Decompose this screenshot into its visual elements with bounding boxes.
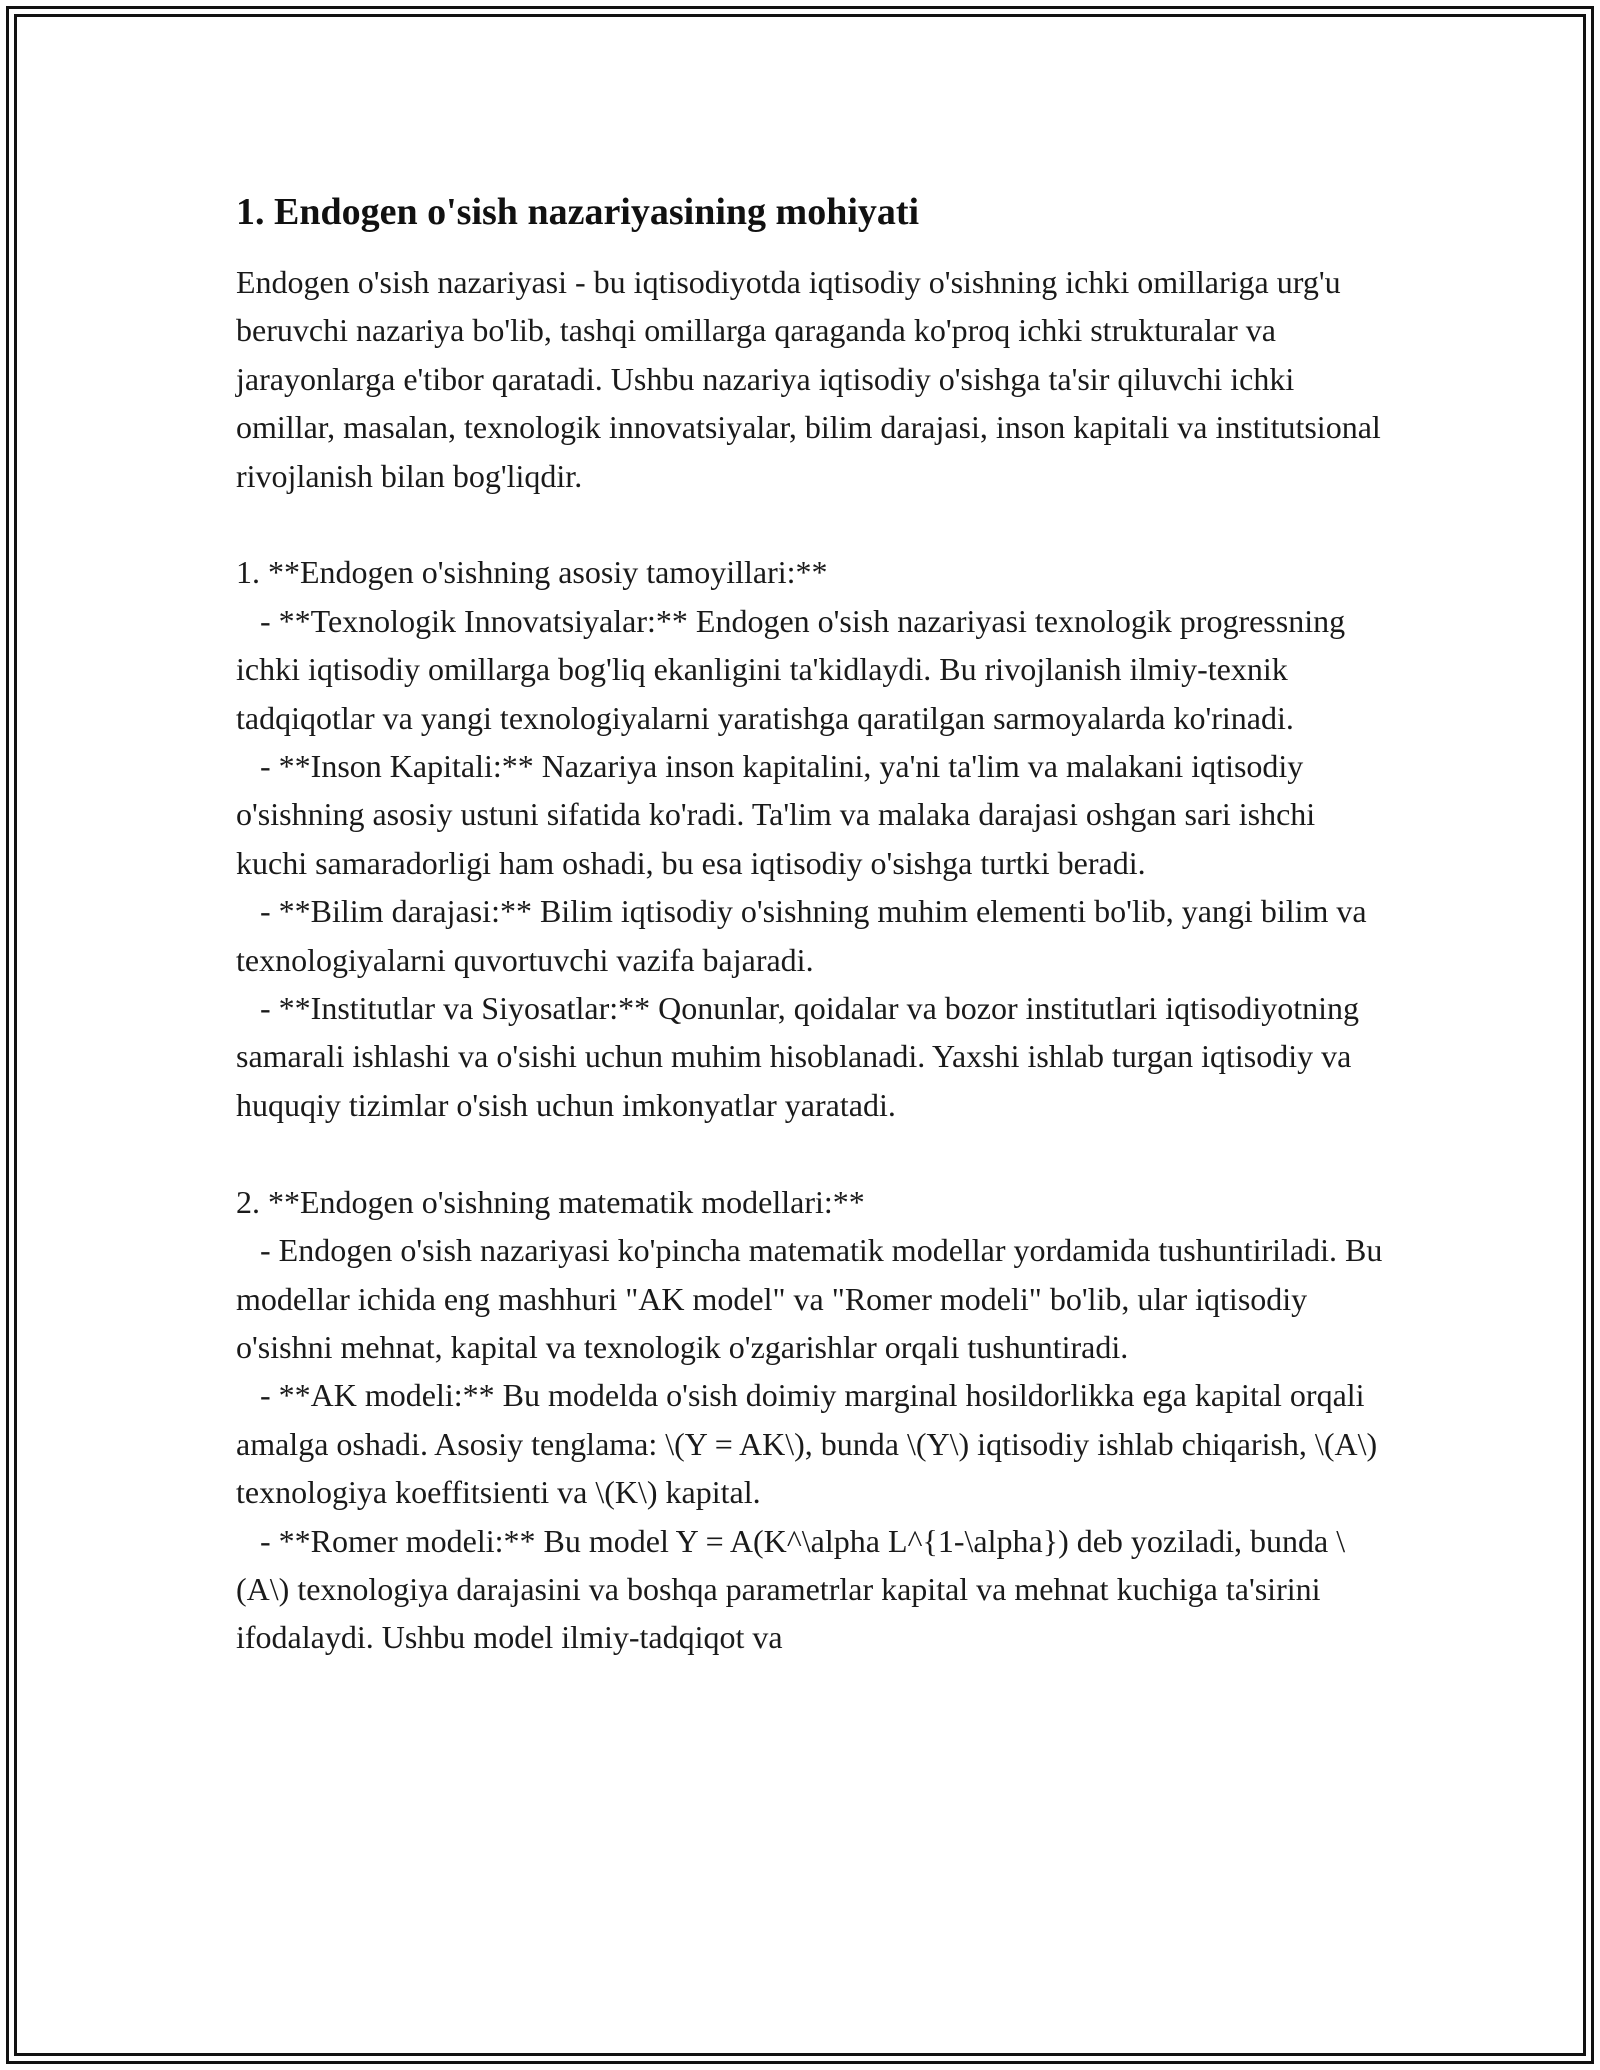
section2-title: 2. **Endogen o'sishning matematik modellari:** [236, 1183, 865, 1220]
section1-item-institutions: - **Institutlar va Siyosatlar:** Qonunlar, qoidalar va bozor institutlari iqtisodiyotning samarali ishlashi va o'sishi uchun muhim hisoblanadi. Yaxshi ishlab turgan iqtisodiy va huquqiy tizimlar o'sish uchun imkonyatlar yaratadi. [236, 990, 1367, 1123]
section1-title: 1. **Endogen o'sishning asosiy tamoyillari:** [236, 554, 828, 591]
document-heading: 1. Endogen o'sish nazariyasining mohiyati [236, 191, 920, 233]
paragraph-gap [236, 1129, 1386, 1177]
section2-item-romer-model: - **Romer modeli:** Bu model Y = A(K^\alpha L^{1-\alpha}) deb yoziladi, bunda \(A\) texnologiya darajasini va boshqa parametrlar kapital va mehnat kuchiga ta'sirini ifodalaydi. Ushbu model ilmiy-tadqiqot va [236, 1522, 1346, 1656]
document-body [236, 186, 1391, 1662]
section1-item-human-capital: - **Inson Kapitali:** Nazariya inson kapitalini, ya'ni ta'lim va malakani iqtisodiy o'sishning asosiy ustuni sifatida ko'radi. Ta'lim va malaka darajasi oshgan sari ishchi kuchi samaradorligi ham oshadi, bu esa iqtisodiy o'sishga turtki beradi. [236, 748, 1324, 881]
section2-item-ak-model: - **AK modeli:** Bu modelda o'sish doimiy marginal hosildorlikka ega kapital orqali amalga oshadi. Asosiy tenglama: \(Y = AK\), bunda \(Y\) iqtisodiy ishlab chiqarish, \(A\) texnologiya koeffitsienti va \(K\) kapital. [236, 1377, 1386, 1511]
intro-paragraph: Endogen o'sish nazariyasi - bu iqtisodiyotda iqtisodiy o'sishning ichki omillariga urg'u beruvchi nazariya bo'lib, tashqi omillarga qaraganda ko'proq ichki strukturalar va jarayonlarga e'tibor qaratadi. Ushbu nazariya iqtisodiy o'sishga ta'sir qiluvchi ichki omillar, masalan, texnologik innovatsiyalar, bilim darajasi, inson kapitali va institutsional rivojlanish bilan bog'liqdir. [236, 264, 1389, 494]
section1-item-knowledge: - **Bilim darajasi:** Bilim iqtisodiy o'sishning muhim elementi bo'lib, yangi bilim va texnologiyalarni quvortuvchi vazifa bajaradi. [236, 893, 1375, 978]
section1-item-technology: - **Texnologik Innovatsiyalar:** Endogen o'sish nazariyasi texnologik progressning ichki iqtisodiy omillarga bog'liq ekanligini ta'kidlaydi. Bu rivojlanish ilmiy-texnik tadqiqotlar va yangi texnologiyalarni yaratishga qaratilgan sarmoyalarda ko'rinadi. [236, 602, 1354, 736]
paragraph-gap [236, 500, 1386, 548]
section2-item-overview: - Endogen o'sish nazariyasi ko'pincha matematik modellar yordamida tushuntiriladi. Bu modellar ichida eng mashhuri "AK model" va "Romer modeli" bo'lib, ular iqtisodiy o'sishni mehnat, kapital va texnologik o'zgarishlar orqali tushuntiradi. [236, 1232, 1391, 1365]
